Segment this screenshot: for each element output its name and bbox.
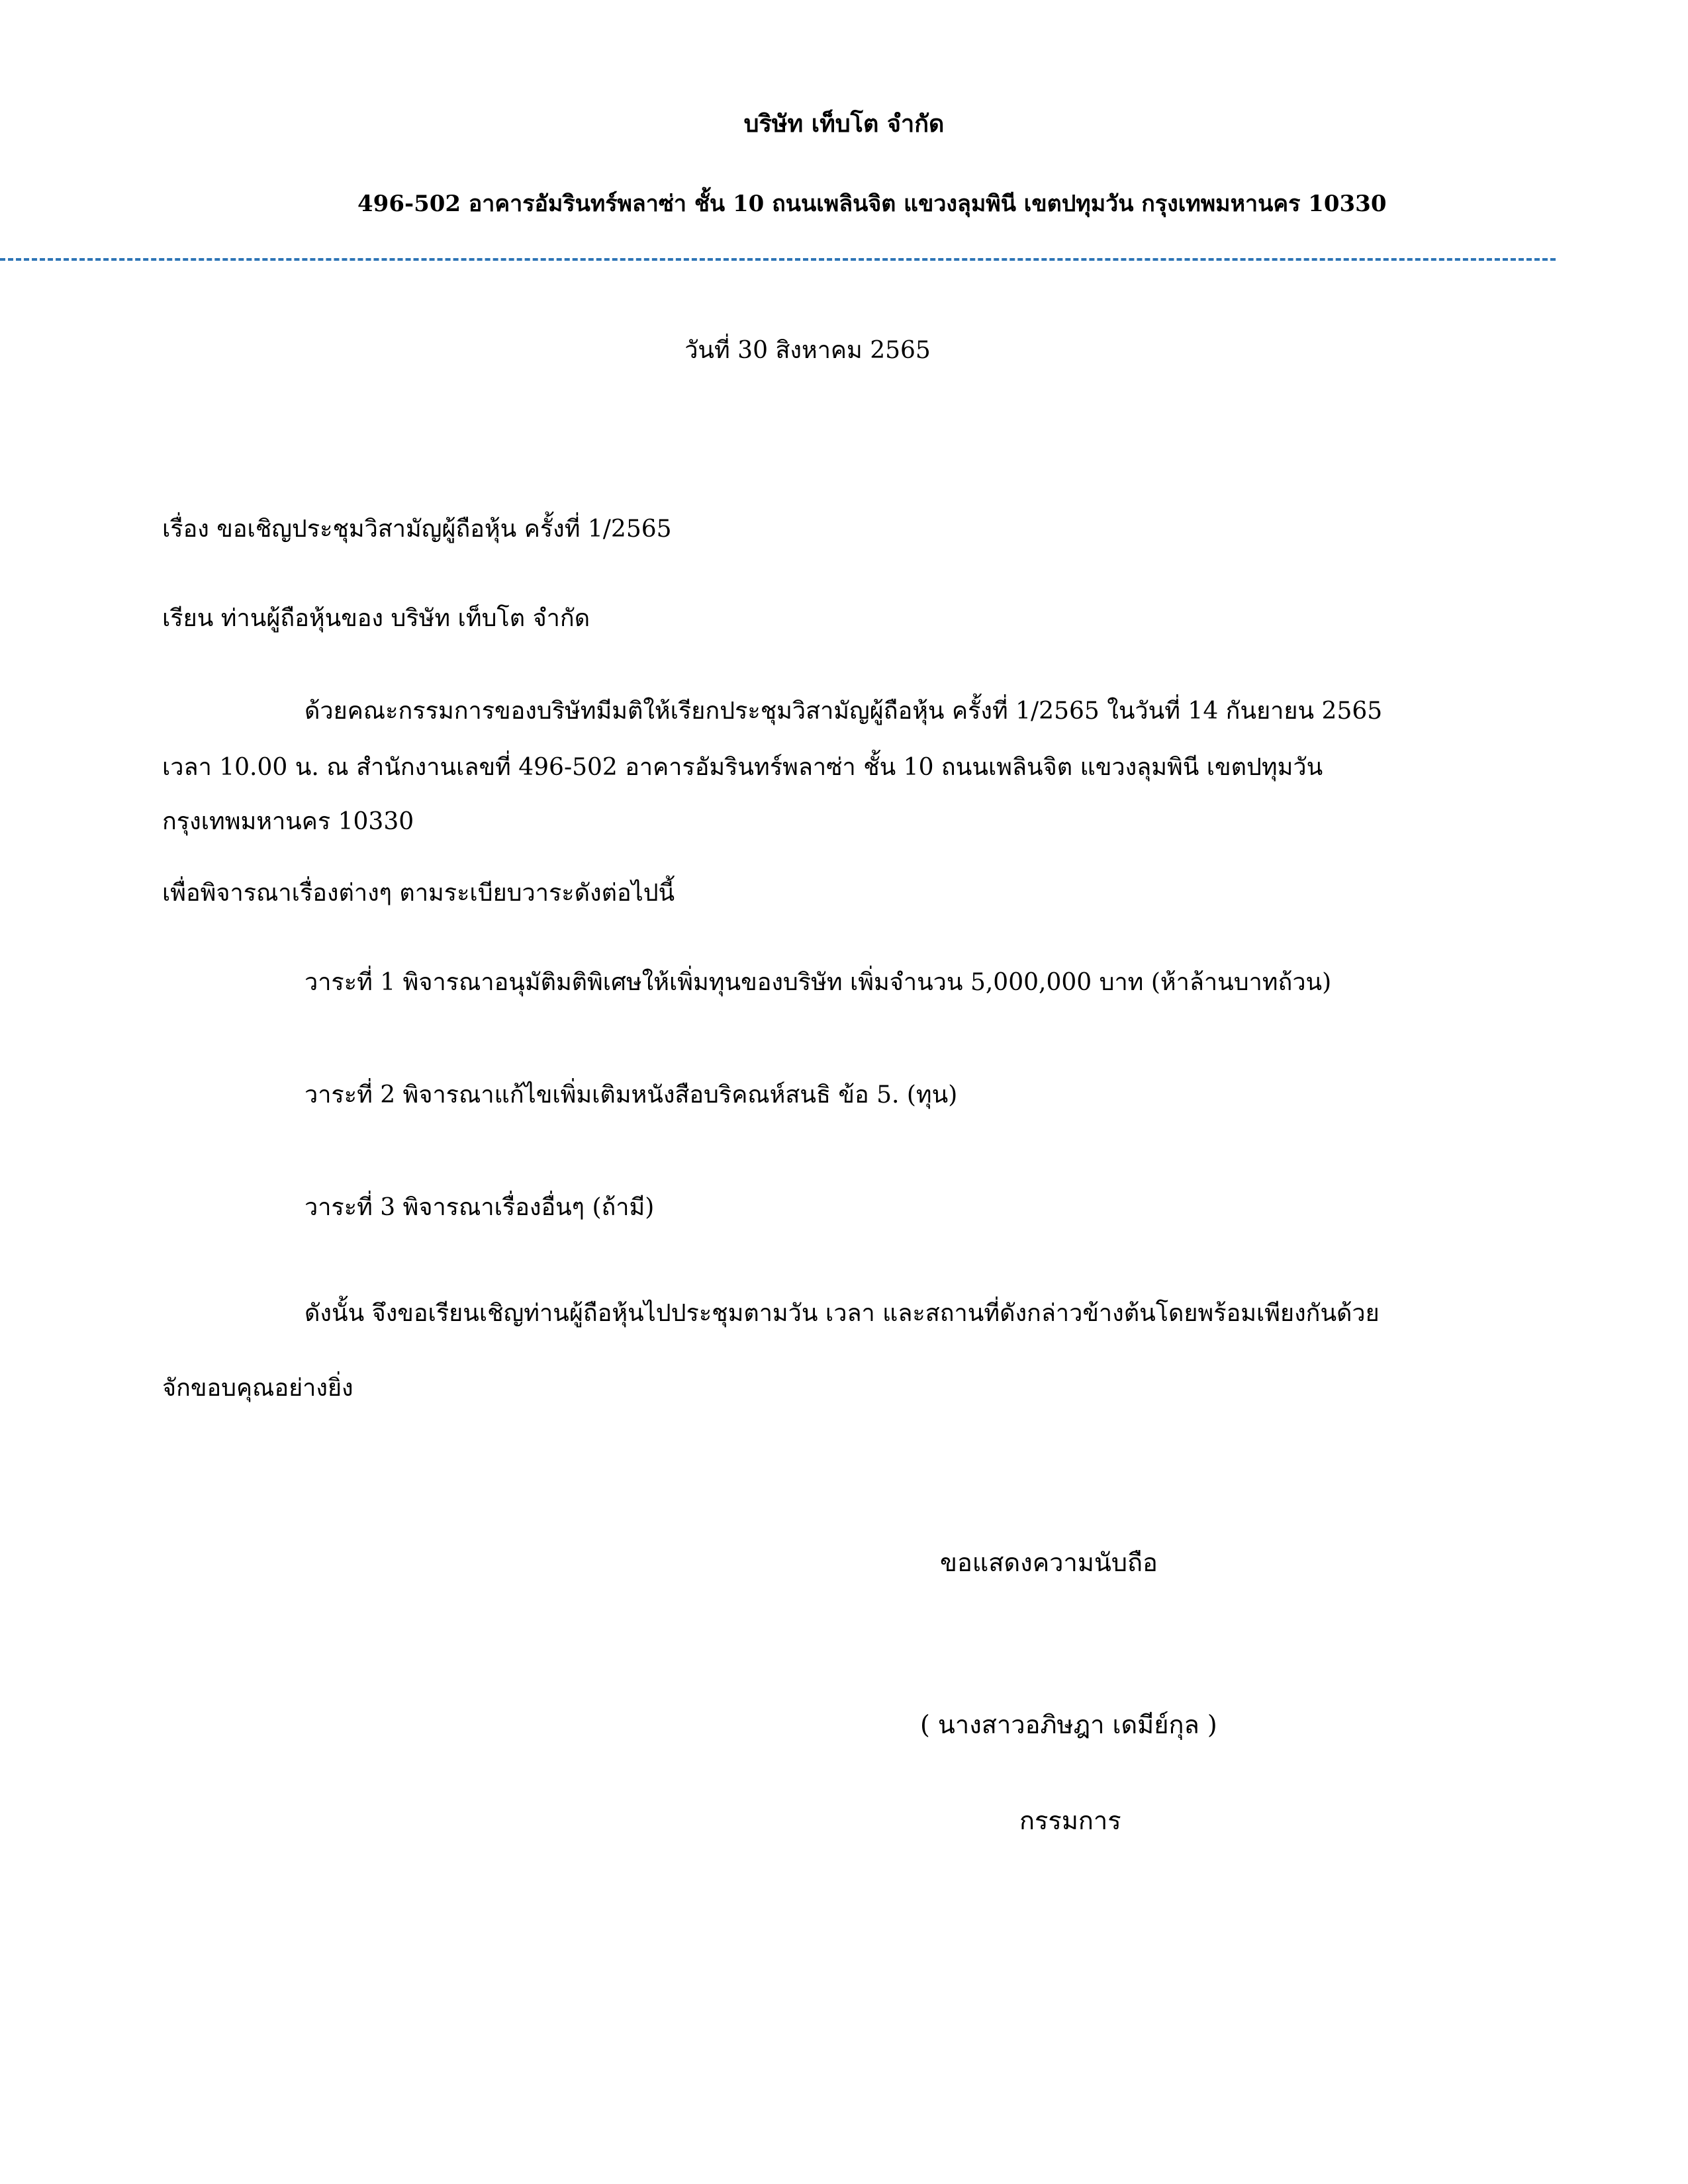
conclusion-line: จักขอบคุณอย่างยิ่ง [162,1375,353,1402]
agenda-item-3: วาระที่ 3 พิจารณาเรื่องอื่นๆ (ถ้ามี) [305,1194,655,1221]
signatory-title: กรรมการ [1019,1806,1121,1835]
body-line: เวลา 10.00 น. ณ สำนักงานเลขที่ 496-502 อาคารอัมรินทร์พลาซ่า ชั้น 10 ถนนเพลินจิต แขวงลุมพินี เขตปทุมวัน [162,754,1323,781]
header-divider [0,258,1556,261]
body-line: ด้วยคณะกรรมการของบริษัทมีมติให้เรียกประชุมวิสามัญผู้ถือหุ้น ครั้งที่ 1/2565 ในวันที่ 14 กันยายน 2565 [305,698,1383,725]
letter-subject: เรื่อง ขอเชิญประชุมวิสามัญผู้ถือหุ้น ครั้งที่ 1/2565 [162,516,672,543]
company-address: 496-502 อาคารอัมรินทร์พลาซ่า ชั้น 10 ถนนเพลินจิต แขวงลุมพินี เขตปทุมวัน กรุงเทพมหานคร 10330 [357,191,1387,217]
company-name: บริษัท เท็บโต จำกัด [743,110,945,138]
body-line: กรุงเทพมหานคร 10330 [162,808,414,835]
agenda-item-1: วาระที่ 1 พิจารณาอนุมัติมติพิเศษให้เพิ่มทุนของบริษัท เพิ่มจำนวน 5,000,000 บาท (ห้าล้านบาทถ้วน) [305,969,1332,996]
letter-date: วันที่ 30 สิงหาคม 2565 [684,337,931,364]
conclusion-line: ดังนั้น จึงขอเรียนเชิญท่านผู้ถือหุ้นไปประชุมตามวัน เวลา และสถานที่ดังกล่าวข้างต้นโดยพร้อมเพียงกันด้วย [305,1300,1380,1327]
closing-salutation: ขอแสดงความนับถือ [940,1548,1158,1577]
agenda-item-2: วาระที่ 2 พิจารณาแก้ไขเพิ่มเติมหนังสือบริคณห์สนธิ ข้อ 5. (ทุน) [305,1081,958,1109]
letter-recipient: เรียน ท่านผู้ถือหุ้นของ บริษัท เท็บโต จำกัด [162,605,590,632]
agenda-intro: เพื่อพิจารณาเรื่องต่างๆ ตามระเบียบวาระดังต่อไปนี้ [162,880,675,907]
signatory-name: ( นางสาวอภิษฎา เดมีย์กุล ) [920,1710,1217,1739]
